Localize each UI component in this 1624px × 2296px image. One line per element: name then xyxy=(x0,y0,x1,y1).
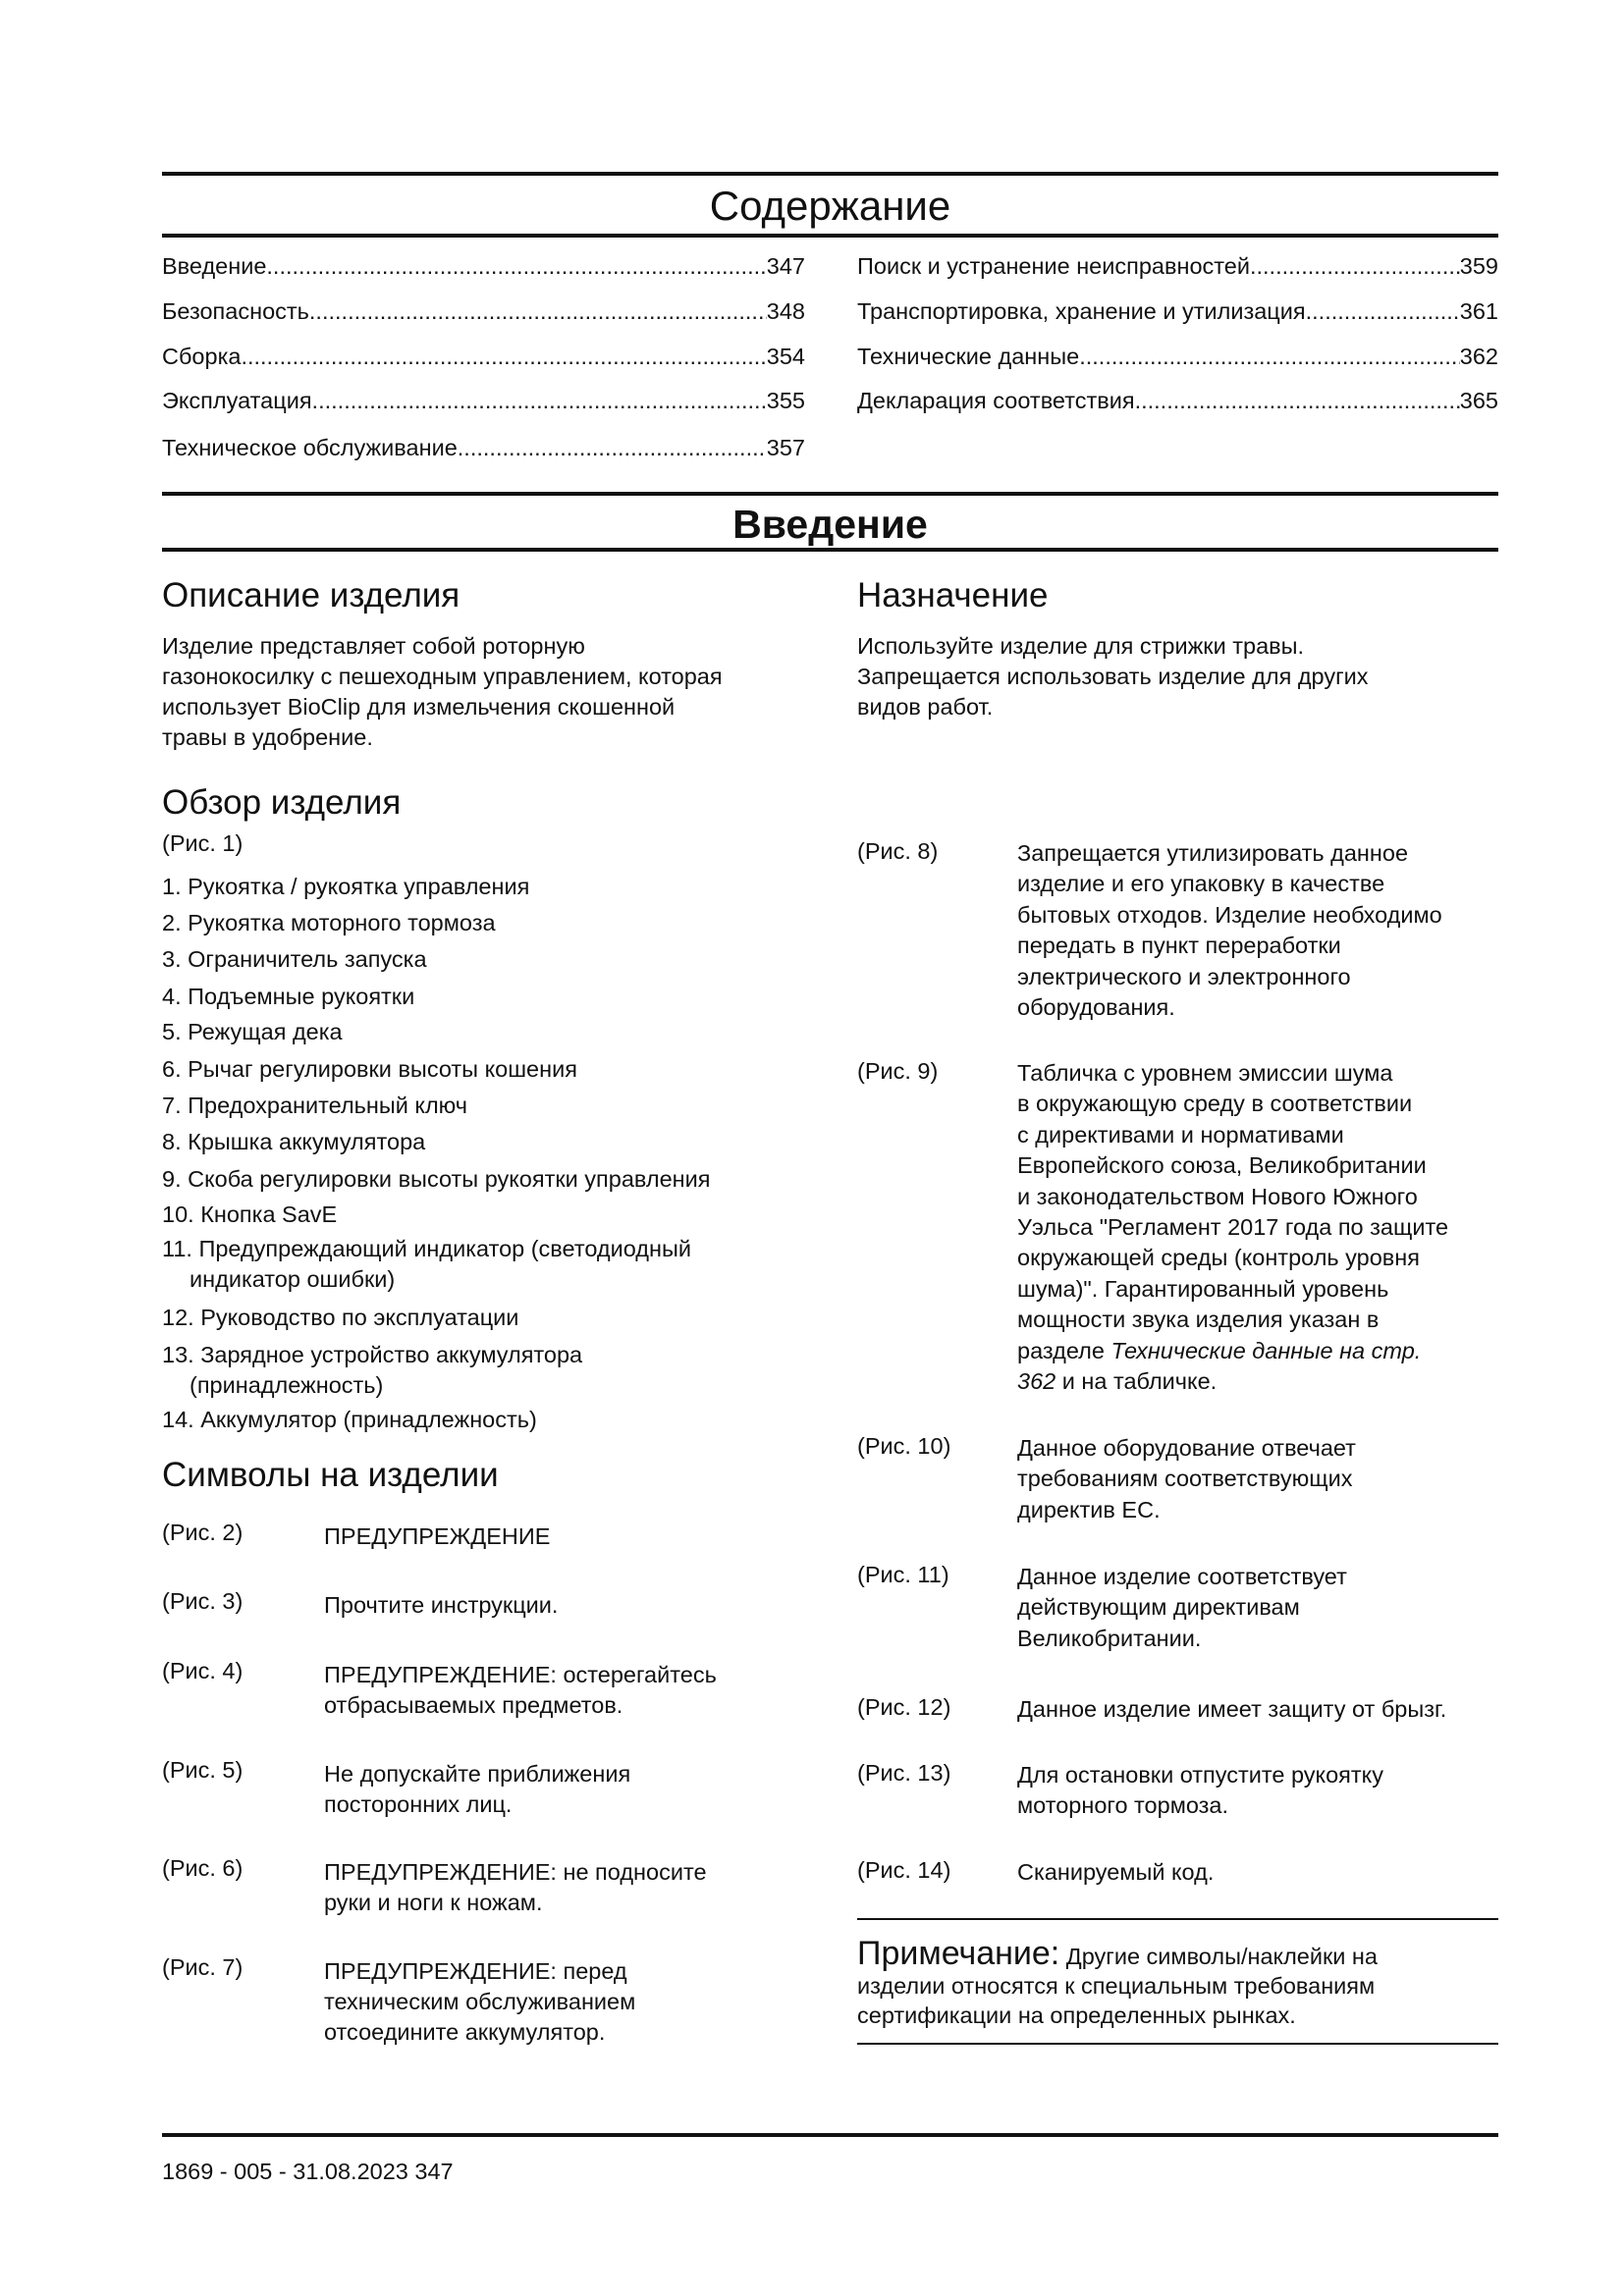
symbol-description: ПРЕДУПРЕЖДЕНИЕ: не подносите xyxy=(324,1859,707,1885)
overview-list-item: 7. Предохранительный ключ xyxy=(162,1093,468,1118)
overview-list-item: 9. Скоба регулировки высоты рукоятки управления xyxy=(162,1166,711,1192)
symbol-description: отбрасываемых предметов. xyxy=(324,1692,623,1718)
symbol-description: посторонних лиц. xyxy=(324,1791,513,1817)
figure-ref: (Рис. 1) xyxy=(162,830,244,856)
toc-entry-label: Эксплуатация xyxy=(162,388,312,413)
overview-list-item: 12. Руководство по эксплуатации xyxy=(162,1305,519,1330)
divider xyxy=(162,172,1498,176)
symbol-description: передать в пункт переработки xyxy=(1017,933,1341,959)
symbol-description: Не допускайте приближения xyxy=(324,1761,631,1787)
figure-ref: (Рис. 9) xyxy=(857,1058,939,1084)
paragraph-line: Изделие представляет собой роторную xyxy=(162,633,585,659)
overview-list-item: (принадлежность) xyxy=(189,1372,384,1398)
figure-ref: (Рис. 12) xyxy=(857,1694,951,1720)
symbol-description: техническим обслуживанием xyxy=(324,1989,636,2014)
dot-leader xyxy=(312,386,767,416)
note-label: Примечание: xyxy=(857,1935,1060,1972)
toc-entry-page: 348 xyxy=(766,298,805,324)
symbol-description: требованиям соответствующих xyxy=(1017,1466,1353,1492)
overview-list-item: индикатор ошибки) xyxy=(189,1266,396,1292)
overview-list-item: 13. Зарядное устройство аккумулятора xyxy=(162,1342,583,1367)
note-line: изделии относятся к специальным требованиям xyxy=(857,1973,1376,1999)
symbol-description: и законодательством Нового Южного xyxy=(1017,1183,1418,1209)
figure-ref: (Рис. 4) xyxy=(162,1658,244,1683)
heading-symbols: Символы на изделии xyxy=(162,1456,499,1494)
figure-ref: (Рис. 2) xyxy=(162,1520,244,1545)
toc-entry-page: 357 xyxy=(766,435,805,460)
toc-entry-label: Декларация соответствия xyxy=(857,388,1135,413)
overview-list-item: 2. Рукоятка моторного тормоза xyxy=(162,910,496,935)
overview-list-item: 8. Крышка аккумулятора xyxy=(162,1129,426,1154)
figure-ref: (Рис. 8) xyxy=(857,838,939,864)
note xyxy=(857,1934,1378,1976)
symbol-description: шума)". Гарантированный уровень xyxy=(1017,1275,1389,1302)
symbol-description: с директивами и нормативами xyxy=(1017,1121,1344,1148)
overview-list-item: 6. Рычаг регулировки высоты кошения xyxy=(162,1056,577,1082)
dot-leader xyxy=(1079,342,1460,372)
symbol-description: электрического и электронного xyxy=(1017,963,1351,989)
overview-list-item: 1. Рукоятка / рукоятка управления xyxy=(162,874,530,899)
symbol-description: действующим директивам xyxy=(1017,1594,1300,1621)
toc-entry-label: Безопасность xyxy=(162,298,309,324)
dot-leader xyxy=(1135,386,1460,416)
figure-ref: (Рис. 10) xyxy=(857,1433,951,1459)
note-divider xyxy=(857,1918,1498,1920)
symbol-description: Данное изделие соответствует xyxy=(1017,1564,1347,1589)
figure-ref: (Рис. 3) xyxy=(162,1588,244,1614)
symbol-description: ПРЕДУПРЕЖДЕНИЕ xyxy=(324,1523,551,1549)
divider xyxy=(162,492,1498,496)
symbol-description: оборудования. xyxy=(1017,994,1175,1020)
symbol-description: Данное оборудование отвечает xyxy=(1017,1435,1356,1461)
dot-leader xyxy=(1250,251,1460,282)
note-divider xyxy=(857,2043,1498,2045)
symbol-description xyxy=(1017,1336,1421,1366)
toc-entry-label: Поиск и устранение неисправностей xyxy=(857,253,1250,279)
figure-ref: (Рис. 7) xyxy=(162,1954,244,1980)
toc-entry-page: 362 xyxy=(1459,344,1498,369)
overview-list-item: 5. Режущая дека xyxy=(162,1019,343,1044)
toc-entry-page: 347 xyxy=(766,253,805,279)
toc-entry[interactable] xyxy=(857,386,1498,416)
toc-entry[interactable] xyxy=(162,251,805,282)
paragraph-line: Используйте изделие для стрижки травы. xyxy=(857,633,1305,659)
symbol-description: отсоедините аккумулятор. xyxy=(324,2019,606,2045)
dot-leader xyxy=(266,251,766,282)
dot-leader xyxy=(458,433,767,463)
symbol-description: в окружающую среду в соответствии xyxy=(1017,1091,1413,1117)
symbol-description: Табличка с уровнем эмиссии шума xyxy=(1017,1060,1393,1086)
toc-entry-label: Сборка xyxy=(162,344,242,369)
footer-divider xyxy=(162,2133,1498,2137)
symbol-description: Европейского союза, Великобритании xyxy=(1017,1152,1427,1179)
toc-entry[interactable] xyxy=(857,296,1498,327)
heading-overview: Обзор изделия xyxy=(162,783,402,822)
toc-entry[interactable] xyxy=(857,251,1498,282)
divider xyxy=(162,548,1498,552)
figure-ref: (Рис. 13) xyxy=(857,1760,951,1786)
note-text: Другие символы/наклейки на xyxy=(1059,1944,1378,1969)
symbol-description: Данное изделие имеет защиту от брызг. xyxy=(1017,1696,1447,1722)
symbol-description: директив ЕС. xyxy=(1017,1496,1161,1522)
dot-leader xyxy=(241,342,766,372)
heading-purpose: Назначение xyxy=(857,576,1049,614)
page-link[interactable]: Технические данные на стр. xyxy=(1110,1337,1422,1363)
toc-entry[interactable] xyxy=(162,433,805,463)
overview-list-item: 14. Аккумулятор (принадлежность) xyxy=(162,1407,537,1432)
symbol-description: бытовых отходов. Изделие необходимо xyxy=(1017,901,1442,928)
symbol-description: Великобритании. xyxy=(1017,1625,1202,1651)
toc-entry[interactable] xyxy=(162,342,805,372)
symbol-description: мощности звука изделия указан в xyxy=(1017,1307,1380,1333)
figure-ref: (Рис. 11) xyxy=(857,1562,949,1587)
toc-entry-label: Введение xyxy=(162,253,267,279)
divider xyxy=(162,234,1498,238)
heading-description: Описание изделия xyxy=(162,576,460,614)
symbol-description: изделие и его упаковку в качестве xyxy=(1017,871,1385,897)
figure-ref: (Рис. 6) xyxy=(162,1855,244,1881)
toc-entry-label: Транспортировка, хранение и утилизация xyxy=(857,298,1306,324)
overview-list-item: 4. Подъемные рукоятки xyxy=(162,984,415,1009)
symbol-description: руки и ноги к ножам. xyxy=(324,1890,543,1915)
toc-entry[interactable] xyxy=(162,386,805,416)
toc-title: Содержание xyxy=(709,183,951,229)
symbol-description: моторного тормоза. xyxy=(1017,1792,1229,1819)
symbol-description: Запрещается утилизировать данное xyxy=(1017,840,1409,866)
figure-ref: (Рис. 14) xyxy=(857,1857,951,1883)
toc-entry-page: 359 xyxy=(1459,253,1498,279)
footer-text: 1869 - 005 - 31.08.2023 347 xyxy=(162,2159,454,2184)
section-title: Введение xyxy=(732,502,928,547)
paragraph-line: Запрещается использовать изделие для других xyxy=(857,664,1369,689)
paragraph-line: видов работ. xyxy=(857,694,994,720)
symbol-description: Сканируемый код. xyxy=(1017,1859,1215,1885)
dot-leader xyxy=(1306,296,1460,327)
note-line: сертификации на определенных рынках. xyxy=(857,2002,1296,2028)
figure-ref: (Рис. 5) xyxy=(162,1757,244,1783)
symbol-description: Уэльса "Регламент 2017 года по защите xyxy=(1017,1214,1449,1240)
toc-entry-page: 365 xyxy=(1459,388,1498,413)
paragraph-line: травы в удобрение. xyxy=(162,724,373,750)
page-link[interactable]: 362 xyxy=(1017,1368,1056,1394)
paragraph-line: газонокосилку с пешеходным управлением, которая xyxy=(162,664,723,689)
toc-entry[interactable] xyxy=(162,296,805,327)
symbol-description: Прочтите инструкции. xyxy=(324,1592,559,1618)
symbol-description: Для остановки отпустите рукоятку xyxy=(1017,1762,1383,1788)
toc-entry[interactable] xyxy=(857,342,1498,372)
toc-entry-label: Технические данные xyxy=(857,344,1080,369)
symbol-description: ПРЕДУПРЕЖДЕНИЕ: остерегайтесь xyxy=(324,1662,717,1687)
toc-entry-label: Техническое обслуживание xyxy=(162,435,458,460)
symbol-description: окружающей среды (контроль уровня xyxy=(1017,1245,1420,1271)
overview-list-item: 11. Предупреждающий индикатор (светодиодный xyxy=(162,1236,691,1261)
symbol-description: ПРЕДУПРЕЖДЕНИЕ: перед xyxy=(324,1958,627,1984)
symbol-description xyxy=(1017,1366,1217,1397)
toc-entry-page: 354 xyxy=(766,344,805,369)
overview-list-item: 3. Ограничитель запуска xyxy=(162,946,427,972)
toc-entry-page: 361 xyxy=(1459,298,1498,324)
text: и на табличке. xyxy=(1056,1368,1218,1394)
text: разделе xyxy=(1017,1337,1111,1363)
overview-list-item: 10. Кнопка SavE xyxy=(162,1201,338,1227)
paragraph-line: использует BioClip для измельчения скошенной xyxy=(162,694,676,720)
dot-leader xyxy=(309,296,767,327)
toc-entry-page: 355 xyxy=(766,388,805,413)
